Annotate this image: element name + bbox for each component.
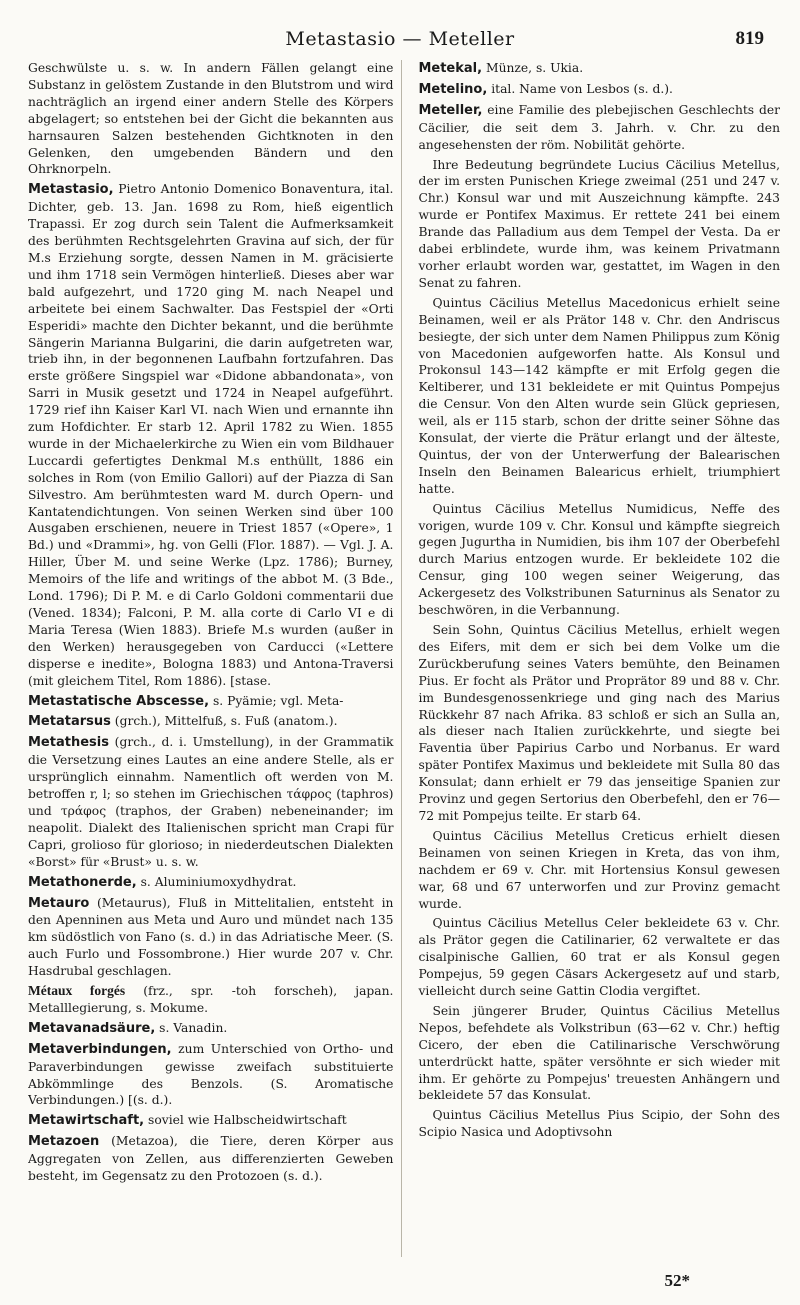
dictionary-entry [28, 1020, 393, 1038]
entry-text: Pietro Antonio Domenico Bonaventura, ital. Dichter, geb. 13. Jan. 1698 zu Rom, hieß eigentlich Trapassi. Er zog durch sein Talent die Aufmerksamkeit des berühmten Rechtsgelehrten Gravina auf sich, der für M.s Erziehung sorgte, dessen Namen in M. gräcisierte und ihm 1718 sein Vermögen hinterließ. Dieses aber war bald aufgezehrt, und 1720 ging M. nach Neapel und arbeitete bei einem Sachwalter. Das Festspiel der «Orti Esperidi» machte den Dichter bekannt, und die berühmte Sängerin Marianna Bulgarini, die darin aufgetreten war, trieb ihn, in der begonnenen Laufbahn fortzufahren. Das erste größere Singspiel war «Didone abbandonata», von Sarri in Musik gesetzt und 1724 in Neapel aufgeführt. 1729 rief ihn Kaiser Karl VI. nach Wien und ernannte ihn zum Hofdichter. Er starb 12. April 1782 zu Wien. 1855 wurde in der Michaelerkirche zu Wien ein vom Bildhauer Luccardi gefertigtes Denkmal M.s enthüllt, 1886 ein solches in Rom (von Emilio Gallori) auf der Piazza di San Silvestro. Am berühmtesten ward M. durch Opern- und Kantatendichtungen. Von seinen Werken sind über 100 Ausgaben erschienen, neuere in Triest 1857 («Opere», 1 Bd.) und «Drammi», hg. von Gelli (Flor. 1887). — Vgl. J. A. Hiller, Über M. und seine Werke (Lpz. 1786); Burney, Memoirs of the life and writings of the abbot M. (3 Bde., Lond. 1796); Di P. M. e di Carlo Goldoni commentarii due (Vened. 1834); Falconi, P. M. alla corte di Carlo VI e di Maria Teresa (Wien 1883). Briefe M.s wurden (außer in den Werken) herausgegeben von Carducci («Lettere disperse e inedite», Bologna 1883) und Antona-Traversi (mit gleichem Titel, Rom 1886). [stase. [28, 182, 394, 688]
left-column [28, 60, 402, 1257]
entry-headword: Metastatische Abscesse, [28, 693, 210, 709]
entry-headword: Metelino, [418, 81, 488, 97]
dictionary-entry [28, 181, 393, 689]
entry-headword: Metavanadsäure, [28, 1020, 156, 1036]
entry-text: (grch.), Mittelfuß, s. Fuß (anatom.). [110, 714, 338, 729]
page-number: 819 [735, 28, 764, 49]
right-column [412, 60, 780, 1257]
entry-headword: Metazoen [28, 1134, 100, 1150]
entry-headword: Metathonerde, [28, 874, 137, 890]
entry-headword: Metathesis [28, 735, 109, 751]
entry-text: Quintus Cäcilius Metellus Macedonicus erhielt seine Beinamen, weil er als Prätor 148 v. Chr. den Andriscus besiegte, der sich unter dem Namen Philippus zum König von Macedonien aufgeworfen hatte. Als Konsul und Prokonsul 143—142 kämpfte er mit Erfolg gegen die Keltiberer, und 131 bekleidete er mit Quintus Pompejus die Censur. Von den Alten wurde sein Glück gepriesen, weil, als er 115 starb, schon der dritte seiner Söhne das Konsulat, der vierte die Prätur erlangt und der älteste, Quintus, der von der Unterwerfung der Balearischen Inseln den Beinamen Balearicus erhielt, triumphiert hatte. [418, 295, 780, 496]
entry-headword: Metawirtschaft, [28, 1113, 145, 1129]
entry-text: Quintus Cäcilius Metellus Pius Scipio, der Sohn des Scipio Nasica und Adoptivsohn [418, 1108, 780, 1140]
entry-text: Ihre Bedeutung begründete Lucius Cäcilius Metellus, der im ersten Punischen Kriege zweimal (251 und 247 v. Chr.) Konsul war und mit Auszeichnung kämpfte. 243 wurde er Pontifex Maximus. Er rettete 241 bei einem Brande das Palladium aus dem Tempel der Vesta. Da er dabei erblindete, wurde ihm, was keinem Privatmann vorher erlaubt worden war, gestattet, im Wagen in den Senat zu fahren. [418, 157, 780, 290]
entry-text: (grch., d. i. Umstellung), in der Grammatik die Versetzung eines Lautes an eine andere Stelle, als er ursprünglich einnahm. Namentlich oft werden von M. betroffen r, l; so stehen im Griechischen τάφρος (taphros) und τράφος (traphos, der Graben) nebeneinander; im neapolit. Dialekt des Italienischen spricht man Crapi für Capri, grolioso für glorioso; in niederdeutschen Dialekten «Borst» für «Brust» u. s. w. [28, 735, 394, 869]
entry-text: Sein Sohn, Quintus Cäcilius Metellus, erhielt wegen des Eifers, mit dem er sich bei dem Volke um die Zurückberufung seines Vaters bemühte, den Beinamen Pius. Er focht als Prätor und Proprätor 89 und 88 v. Chr. im Bundesgenossenkriege und ging nach des Marius Rückkehr 87 nach Afrika. 83 schloß er sich an Sulla an, als dieser nach Italien zurückkehrte, und siegte bei Faventia über Papirius Carbo und Norbanus. Er ward später Pontifex Maximus und bekleidete mit Sulla 80 das Konsulat; dann erhielt er 79 das jenseitige Spanien zur Provinz und gegen Sertorius den Oberbefehl, den er 76—72 mit Pompejus teilte. Er starb 64. [418, 623, 780, 823]
dictionary-entry [28, 895, 393, 981]
entry-headword: Metekal, [418, 61, 483, 76]
entry-headword: Metaverbindungen, [28, 1041, 172, 1057]
entry-headword: Metatarsus [28, 714, 111, 730]
dictionary-entry [28, 734, 393, 870]
dictionary-entry [28, 1041, 393, 1110]
dictionary-entry [28, 693, 393, 711]
dictionary-entry [418, 81, 780, 99]
entry-paragraph [418, 622, 780, 825]
dictionary-entry [418, 60, 780, 78]
entry-headword: Meteller, [418, 102, 483, 118]
entry-text: Geschwülste u. s. w. In andern Fällen gelangt eine Substanz in gelöstem Zustande in den Blutstrom und wird nachträglich an irgend einer andern Stelle des Körpers abgelagert; so entstehen bei der Gicht die bekannten aus harnsauren Salzen bestehenden Gichtknoten in den Gelenken, den umgebenden Bändern und den Ohrknorpeln. [28, 61, 394, 177]
entry-paragraph [418, 828, 780, 913]
entry-headword: Metastasio, [28, 182, 114, 198]
entry-text: (frz., spr. -toh forscheh), japan. Metalllegierung, s. Mokume. [28, 984, 394, 1015]
entry-text: Quintus Cäcilius Metellus Numidicus, Neffe des vorigen, wurde 109 v. Chr. Konsul und kämpfte siegreich gegen Jugurtha in Numidien, bis ihm 107 der Oberbefehl durch Marius entzogen wurde. Er bekleidete 102 die Censur, ging 100 wegen seiner Weigerung, das Ackergesetz des Volkstribunen Saturninus als Senator zu beschwören, in die Verbannung. [418, 501, 780, 618]
entry-text: zum Unterschied von Ortho- und Paraverbindungen gewisse zweifach substituierte Abkömmlinge des Benzols. (S. Aromatische Verbindungen.) [(s. d.). [28, 1041, 394, 1108]
dictionary-entry [418, 102, 780, 154]
entry-text: eine Familie des plebejischen Geschlechts der Cäcilier, die seit dem 3. Jahrh. v. Chr. zu den angesehensten der röm. Nobilität gehörte. [418, 102, 780, 152]
entry-headword: Métaux forgés [28, 983, 126, 999]
entry-paragraph [418, 157, 780, 292]
sheet-signature: 52* [664, 1271, 690, 1290]
dictionary-entry [28, 983, 393, 1017]
entry-paragraph [418, 1003, 780, 1104]
entry-paragraph [418, 501, 780, 619]
entry-text: Münze, s. Ukia. [482, 61, 584, 75]
dictionary-entry [28, 713, 393, 731]
entry-paragraph [418, 915, 780, 1000]
entry-text: s. Vanadin. [155, 1020, 228, 1035]
dictionary-entry [28, 874, 393, 892]
dictionary-entry [28, 1112, 393, 1130]
entry-text: (Metaurus), Fluß in Mittelitalien, entsteht in den Apenninen aus Meta und Auro und mündet nach 135 km südöstlich von Fano (s. d.) in das Adriatische Meer. (S. auch Furlo und Fossombrone.) Hier wurde 207 v. Chr. Hasdrubal geschlagen. [28, 895, 394, 979]
entry-text: ital. Name von Lesbos (s. d.). [487, 81, 673, 96]
entry-headword: Metauro [28, 895, 90, 911]
page-header [30, 28, 770, 58]
entry-text: Sein jüngerer Bruder, Quintus Cäcilius Metellus Nepos, befehdete als Volkstribun (63—62 v. Chr.) heftig Cicero, der eben die Catilinarische Verschwörung unterdrückt hatte, später versöhnte er sich wieder mit ihm. Er gehörte zu Pompejus' treuesten Anhängern und bekleidete 57 das Konsulat. [418, 1003, 780, 1103]
running-title: Metastasio — Meteller [285, 28, 515, 50]
entry-text: Quintus Cäcilius Metellus Celer bekleidete 63 v. Chr. als Prätor gegen die Catilinarier, 62 verwaltete er das cisalpinische Gallien, 60 trat er als Konsul gegen Pompejus, 59 gegen Cäsars Ackergesetz auf und starb, vielleicht durch seine Gattin Clodia vergiftet. [418, 916, 780, 999]
entry-paragraph [28, 60, 393, 178]
entry-paragraph [418, 1107, 780, 1141]
entry-text: Quintus Cäcilius Metellus Creticus erhielt diesen Beinamen von seinen Kriegen in Kreta, das von ihm, nachdem er 69 v. Chr. mit Hortensius Konsul gewesen war, 68 und 67 unterworfen und zur Provinz gemacht wurde. [418, 828, 780, 911]
entry-paragraph [418, 295, 780, 498]
entry-text: soviel wie Halbscheidwirtschaft [144, 1113, 347, 1128]
entry-text: s. Aluminiumoxydhydrat. [136, 874, 297, 889]
entry-text: s. Pyämie; vgl. Meta- [209, 693, 344, 708]
text-columns [28, 60, 780, 1257]
dictionary-entry [28, 1133, 393, 1185]
entry-text: (Metazoa), die Tiere, deren Körper aus Aggregaten von Zellen, aus differenzierten Geweben besteht, im Gegensatz zu den Protozoen (s. d.). [28, 1134, 394, 1184]
